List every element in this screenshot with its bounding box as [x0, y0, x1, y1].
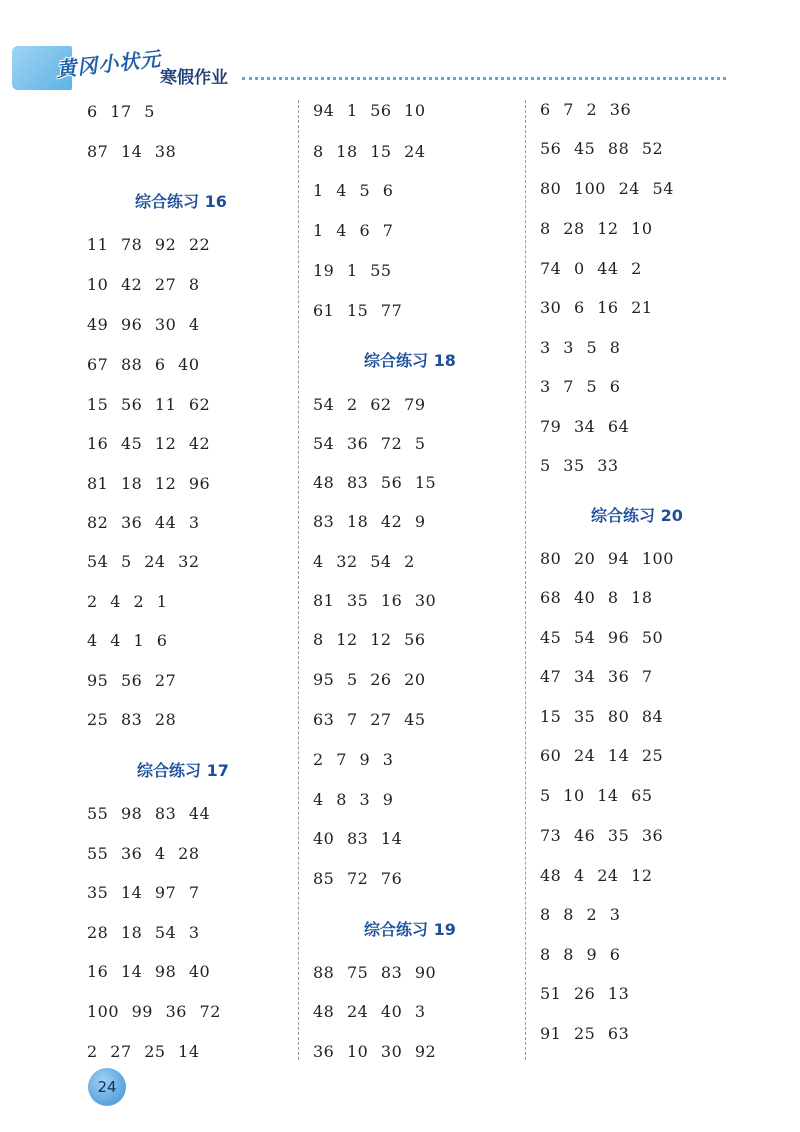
answer-row: 54 2 62 79: [313, 395, 426, 414]
answer-row: 8 8 9 6: [540, 945, 621, 964]
answer-row: 95 5 26 20: [313, 670, 426, 689]
answer-row: 79 34 64: [540, 417, 630, 436]
answer-row: 30 6 16 21: [540, 298, 653, 317]
answer-row: 73 46 35 36: [540, 826, 664, 845]
answer-row: 55 98 83 44: [87, 804, 211, 823]
answer-row: 85 72 76: [313, 869, 403, 888]
answer-row: 40 83 14: [313, 829, 403, 848]
answer-row: 81 35 16 30: [313, 591, 437, 610]
answer-row: 81 18 12 96: [87, 474, 211, 493]
brand-logo: 黄冈小状元: [55, 46, 163, 82]
answer-row: 61 15 77: [313, 301, 403, 320]
answer-row: 25 83 28: [87, 710, 177, 729]
answer-row: 91 25 63: [540, 1024, 630, 1043]
answer-row: 8 8 2 3: [540, 905, 621, 924]
answer-row: 2 7 9 3: [313, 750, 394, 769]
answer-row: 55 36 4 28: [87, 844, 200, 863]
answer-row: 54 5 24 32: [87, 552, 200, 571]
answer-row: 88 75 83 90: [313, 963, 437, 982]
answer-row: 28 18 54 3: [87, 923, 200, 942]
answer-row: 87 14 38: [87, 142, 177, 161]
answer-row: 36 10 30 92: [313, 1042, 437, 1061]
page-number: 24: [97, 1078, 117, 1096]
answer-row: 49 96 30 4: [87, 315, 200, 334]
answer-row: 4 8 3 9: [313, 790, 394, 809]
answer-row: 5 10 14 65: [540, 786, 653, 805]
answer-row: 15 35 80 84: [540, 707, 664, 726]
page-number-badge: [88, 1068, 126, 1106]
column-divider-2: [525, 100, 526, 1060]
column-divider-1: [298, 100, 299, 1060]
answer-row: 48 24 40 3: [313, 1002, 426, 1021]
answer-row: 19 1 55: [313, 261, 392, 280]
answer-row: 56 45 88 52: [540, 139, 664, 158]
section-heading-19: 综合练习 19: [364, 920, 456, 939]
answer-row: 80 20 94 100: [540, 549, 674, 568]
answer-row: 2 27 25 14: [87, 1042, 200, 1061]
answer-row: 67 88 6 40: [87, 355, 200, 374]
section-heading-20: 综合练习 20: [591, 506, 683, 525]
answer-row: 1 4 5 6: [313, 181, 394, 200]
answer-row: 16 45 12 42: [87, 434, 211, 453]
answer-row: 48 4 24 12: [540, 866, 653, 885]
answer-row: 35 14 97 7: [87, 883, 200, 902]
answer-row: 15 56 11 62: [87, 395, 211, 414]
answer-row: 60 24 14 25: [540, 746, 664, 765]
answer-row: 4 32 54 2: [313, 552, 415, 571]
answer-row: 8 18 15 24: [313, 142, 426, 161]
answer-row: 8 28 12 10: [540, 219, 653, 238]
answer-row: 74 0 44 2: [540, 259, 642, 278]
answer-row: 3 7 5 6: [540, 377, 621, 396]
answer-row: 94 1 56 10: [313, 101, 426, 120]
answer-row: 4 4 1 6: [87, 631, 168, 650]
answer-row: 6 7 2 36: [540, 100, 632, 119]
answer-row: 80 100 24 54: [540, 179, 674, 198]
header-dotted-line: [242, 77, 726, 80]
answer-row: 1 4 6 7: [313, 221, 394, 240]
answer-row: 63 7 27 45: [313, 710, 426, 729]
answer-row: 83 18 42 9: [313, 512, 426, 531]
section-heading-17: 综合练习 17: [137, 761, 229, 780]
answer-row: 95 56 27: [87, 671, 177, 690]
answer-row: 54 36 72 5: [313, 434, 426, 453]
answer-row: 100 99 36 72: [87, 1002, 221, 1021]
page-subtitle: 寒假作业: [160, 68, 228, 88]
answer-row: 8 12 12 56: [313, 630, 426, 649]
answer-row: 68 40 8 18: [540, 588, 653, 607]
answer-row: 16 14 98 40: [87, 962, 211, 981]
answer-row: 10 42 27 8: [87, 275, 200, 294]
section-heading-16: 综合练习 16: [135, 192, 227, 211]
answer-row: 48 83 56 15: [313, 473, 437, 492]
answer-row: 5 35 33: [540, 456, 619, 475]
answer-row: 45 54 96 50: [540, 628, 664, 647]
answer-row: 6 17 5: [87, 102, 155, 121]
answer-row: 82 36 44 3: [87, 513, 200, 532]
answer-row: 11 78 92 22: [87, 235, 211, 254]
answer-row: 2 4 2 1: [87, 592, 168, 611]
section-heading-18: 综合练习 18: [364, 351, 456, 370]
answer-row: 47 34 36 7: [540, 667, 653, 686]
answer-row: 3 3 5 8: [540, 338, 621, 357]
answer-row: 51 26 13: [540, 984, 630, 1003]
